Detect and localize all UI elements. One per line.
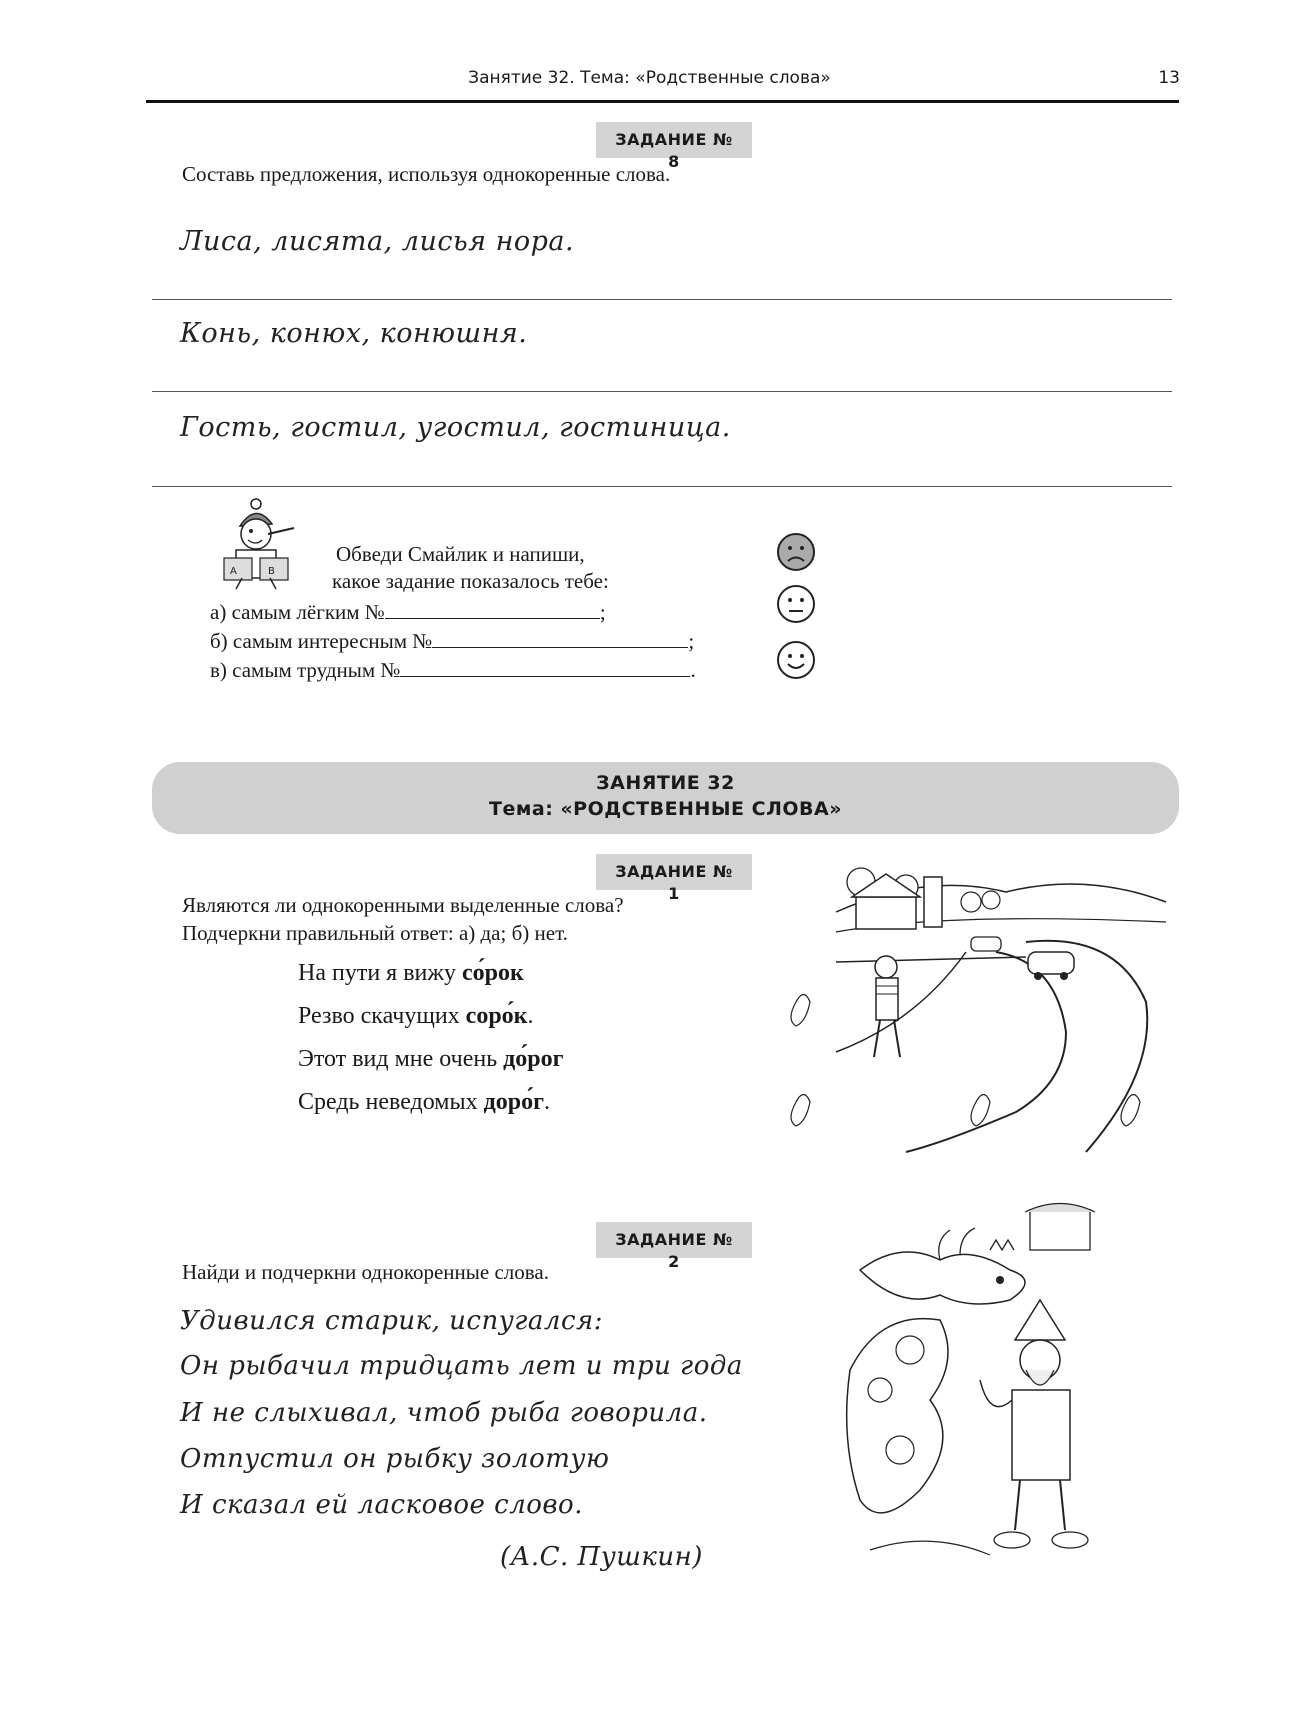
landscape-illustration [766, 852, 1176, 1182]
answer-end: ; [688, 629, 695, 653]
poem-line-2 [298, 1003, 534, 1030]
poem-text: Резво скачущих [298, 1003, 466, 1029]
poem-author: (А.С. Пушкин) [500, 1542, 703, 1572]
answer-label: а) самым лёгким № [210, 600, 385, 624]
poem-line-4 [298, 1089, 550, 1116]
answer-end: ; [599, 600, 606, 624]
pushkin-line-4: Отпустил он рыбку золотую [180, 1444, 610, 1474]
happy-face-icon[interactable] [776, 640, 816, 680]
page-number: 13 [1158, 68, 1180, 88]
answer-label: в) самым трудным № [210, 658, 401, 682]
answer-blank-hardest[interactable] [400, 654, 690, 677]
pushkin-line-3: И не слыхивал, чтоб рыба говорила. [180, 1398, 708, 1428]
highlighted-word: соро́к [465, 1003, 528, 1029]
task-2-instruction: Найди и подчеркни однокоренные слова. [182, 1260, 549, 1284]
answer-end: . [690, 658, 696, 682]
answer-blank-easiest[interactable] [385, 596, 600, 619]
neutral-face-icon[interactable] [776, 584, 816, 624]
lesson-title: ЗАНЯТИЕ 32 [596, 772, 735, 794]
svg-text:В: В [268, 566, 275, 577]
writing-line-1 [152, 299, 1172, 300]
handwritten-line-2: Конь, конюх, конюшня. [180, 318, 528, 349]
poem-punct: . [543, 1089, 550, 1115]
sad-face-icon[interactable] [776, 532, 816, 572]
writing-line-2 [152, 391, 1172, 392]
highlighted-word: доро́г [483, 1089, 544, 1115]
fisherman-goldfish-illustration [840, 1200, 1130, 1572]
pushkin-line-5: И сказал ей ласковое слово. [180, 1490, 583, 1520]
header-rule [146, 100, 1179, 103]
poem-text: Средь неведомых [298, 1089, 484, 1115]
highlighted-word: со́рок [461, 960, 524, 986]
highlighted-word: до́рог [503, 1046, 564, 1072]
handwritten-line-1: Лиса, лисята, лисья нора. [180, 226, 575, 257]
answer-label: б) самым интересным № [210, 629, 433, 653]
answer-row-hardest [210, 654, 750, 685]
running-header-title: Занятие 32. Тема: «Родственные слова» [468, 68, 831, 88]
lesson-topic: Тема: «РОДСТВЕННЫЕ СЛОВА» [489, 798, 842, 820]
pinocchio-illustration [206, 498, 326, 590]
poem-line-3 [298, 1046, 564, 1073]
task-8-badge: ЗАДАНИЕ № 8 [596, 122, 752, 158]
poem-text: На пути я вижу [298, 960, 462, 986]
answer-blank-interesting[interactable] [432, 625, 688, 648]
answer-row-easiest [210, 596, 750, 627]
handwritten-line-3: Гость, гостил, угостил, гостиница. [180, 412, 731, 443]
answer-row-interesting [210, 625, 750, 656]
task-8-instruction: Составь предложения, используя однокоренные слова. [182, 162, 671, 186]
task-1-instruction-1: Являются ли однокоренными выделенные слова? [182, 893, 624, 917]
self-assessment-line-2: какое задание показалось тебе: [332, 569, 609, 593]
task-2-badge: ЗАДАНИЕ № 2 [596, 1222, 752, 1258]
task-1-badge: ЗАДАНИЕ № 1 [596, 854, 752, 890]
writing-line-3 [152, 486, 1172, 487]
pushkin-line-1: Удивился старик, испугался: [180, 1306, 604, 1336]
poem-text: Этот вид мне очень [298, 1046, 504, 1072]
svg-text:А: А [230, 566, 237, 577]
poem-punct: . [527, 1003, 534, 1029]
poem-line-1 [298, 960, 524, 987]
task-1-instruction-2: Подчеркни правильный ответ: а) да; б) нет. [182, 921, 568, 945]
pushkin-line-2: Он рыбачил тридцать лет и три года [180, 1351, 743, 1381]
lesson-banner [152, 762, 1179, 834]
self-assessment-line-1: Обведи Смайлик и напиши, [336, 542, 585, 566]
